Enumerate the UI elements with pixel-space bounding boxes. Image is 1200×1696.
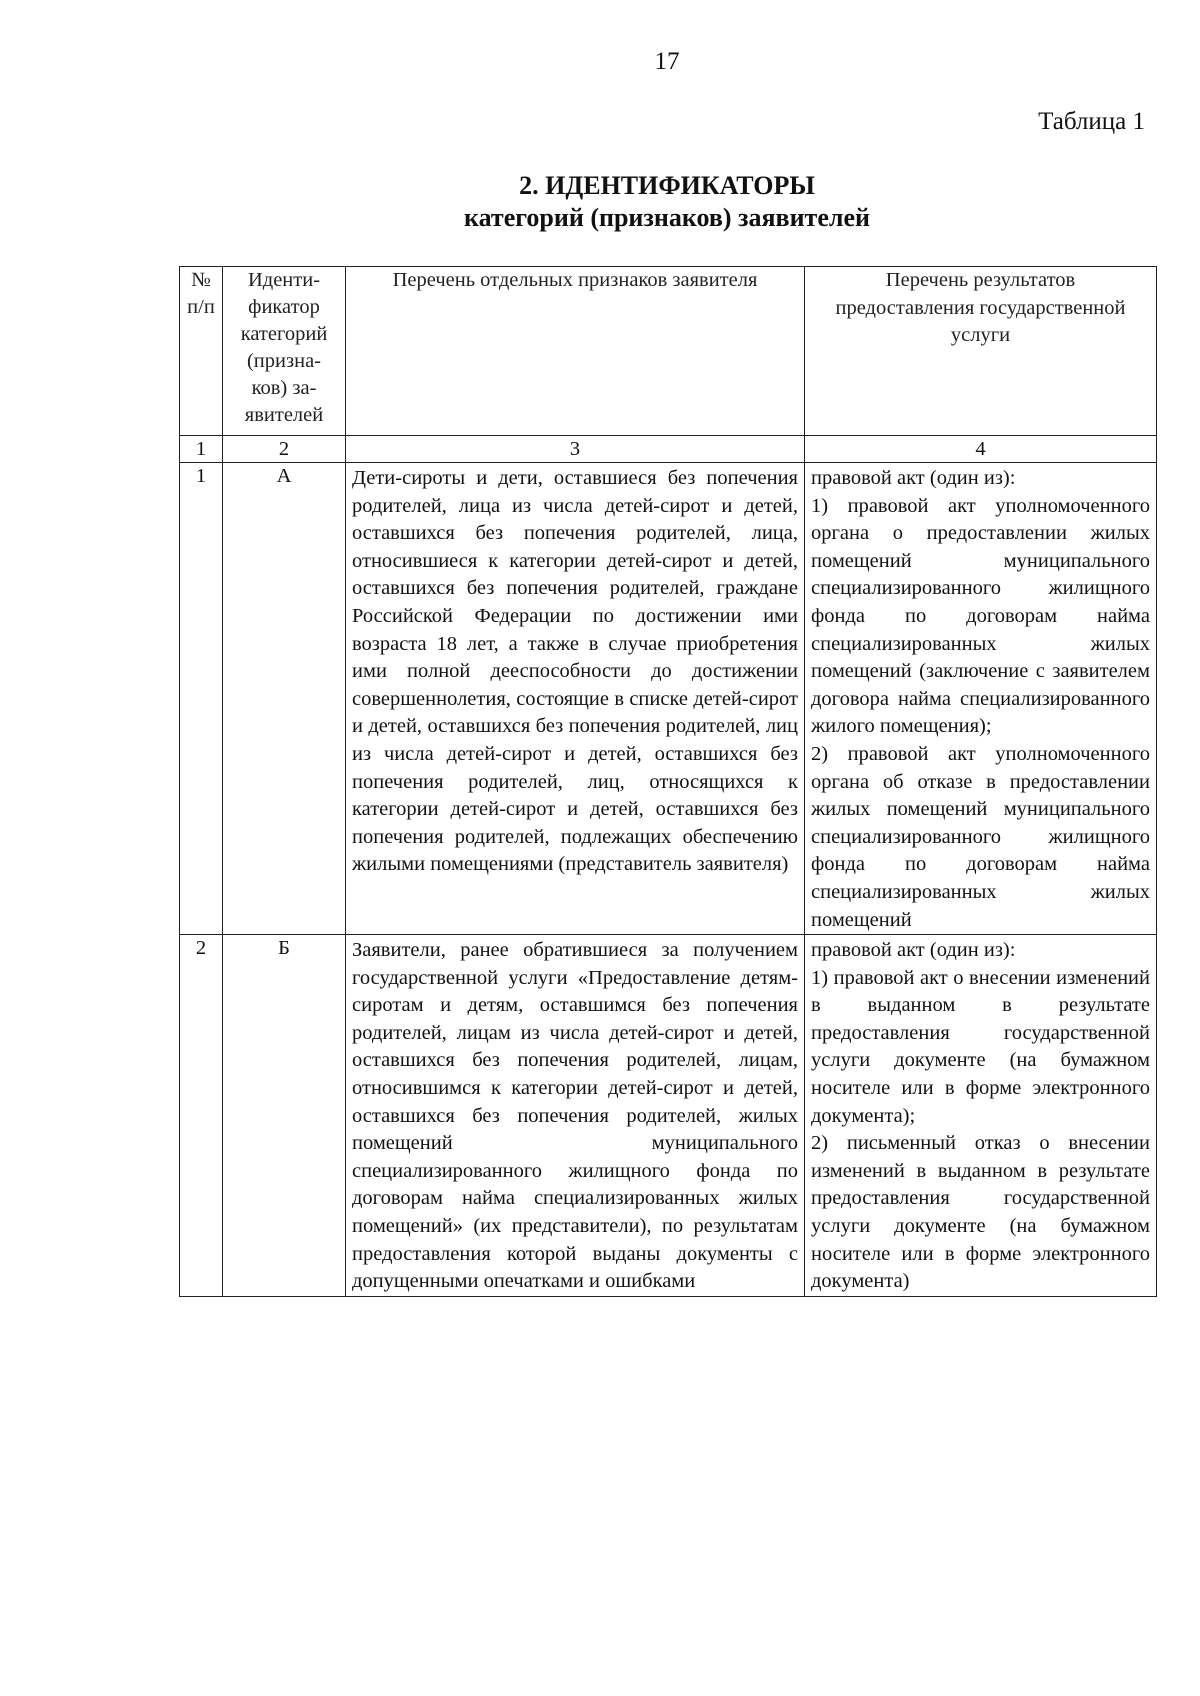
row-results: [805, 935, 1157, 1297]
header-num: № п/п: [180, 267, 223, 436]
row-features: [346, 935, 805, 1297]
results-line: 1) правовой акт уполномоченного органа о предоставлении жилых помещений муниципального специализированного жилищного фонда по договорам найма специализированных жилых помещений (заключение с заявителем договора найма специализированного жилого помещения);: [811, 494, 1150, 738]
header-features: Перечень отдельных признаков заявителя: [346, 267, 805, 436]
row-identifier: Б: [223, 935, 346, 1297]
section-title-line2: категорий (признаков) заявителей: [464, 203, 870, 232]
results-line: 1) правовой акт о внесении изменений в выданном в результате предоставления государственной услуги документе (на бумажном носителе или в форме электронного документа);: [811, 966, 1150, 1127]
column-number: 3: [346, 436, 805, 463]
row-num: 1: [180, 463, 223, 935]
section-title-line1: 2. ИДЕНТИФИКАТОРЫ: [519, 171, 815, 200]
page-number: 17: [654, 48, 680, 75]
table-label: Таблица 1: [1038, 108, 1145, 135]
features-text: Дети-сироты и дети, оставшиеся без попечения родителей, лица из числа детей-сирот и детей, оставшихся без попечения родителей, лица, относившиеся к категории детей-сирот и детей, оставшихся без попечения родителей, граждане Российской Федерации по достижении ими возраста 18 лет, а также в случае приобретения ими полной дееспособности до достижении совершеннолетия, состоящие в списке детей-сирот и детей, оставшихся без попечения родителей, лиц из числа детей-сирот и детей, оставшихся без попечения родителей, лиц, относящихся к категории детей-сирот и детей, оставшихся без попечения родителей, подлежащих обеспечению жилыми помещениями (представитель заявителя): [352, 467, 798, 876]
table-header-row: [180, 267, 1157, 436]
column-number: 4: [805, 436, 1157, 463]
column-number: 1: [180, 436, 223, 463]
row-num: 2: [180, 935, 223, 1297]
row-results: [805, 463, 1157, 935]
row-identifier: А: [223, 463, 346, 935]
results-line: 2) правовой акт уполномоченного органа об отказе в предоставлении жилых помещений муниципального специализированного жилищного фонда по договорам найма специализированных жилых помещений: [811, 742, 1150, 931]
results-line: правовой акт (один из):: [811, 939, 1016, 962]
section-title: [0, 170, 1200, 234]
identifiers-table: [179, 266, 1157, 1297]
row-features: [346, 463, 805, 935]
table-row: [180, 935, 1157, 1297]
features-text: Заявители, ранее обратившиеся за получением государственной услуги «Предоставление детям-сиротам и детям, оставшимся без попечения родителей, лицам из числа детей-сирот и детей, оставшихся без попечения родителей, лицам, относившимся к категории детей-сирот и детей, оставшихся без попечения родителей, жилых помещений муниципального специализированного жилищного фонда по договорам найма специализированных жилых помещений» (их представители), по результатам предоставления которой выданы документы с допущенными опечатками и ошибками: [352, 939, 798, 1293]
table-row: [180, 463, 1157, 935]
results-line: правовой акт (один из):: [811, 467, 1016, 489]
header-identifier: Иденти- фикатор категорий (призна- ков) за- явителей: [223, 267, 346, 436]
header-results: Перечень результатов предоставления государственной услуги: [805, 267, 1157, 436]
column-number-row: [180, 436, 1157, 463]
column-number: 2: [223, 436, 346, 463]
results-line: 2) письменный отказ о внесении изменений в выданном в результате предоставления государственной услуги документе (на бумажном носителе или в форме электронного документа): [811, 1132, 1150, 1293]
